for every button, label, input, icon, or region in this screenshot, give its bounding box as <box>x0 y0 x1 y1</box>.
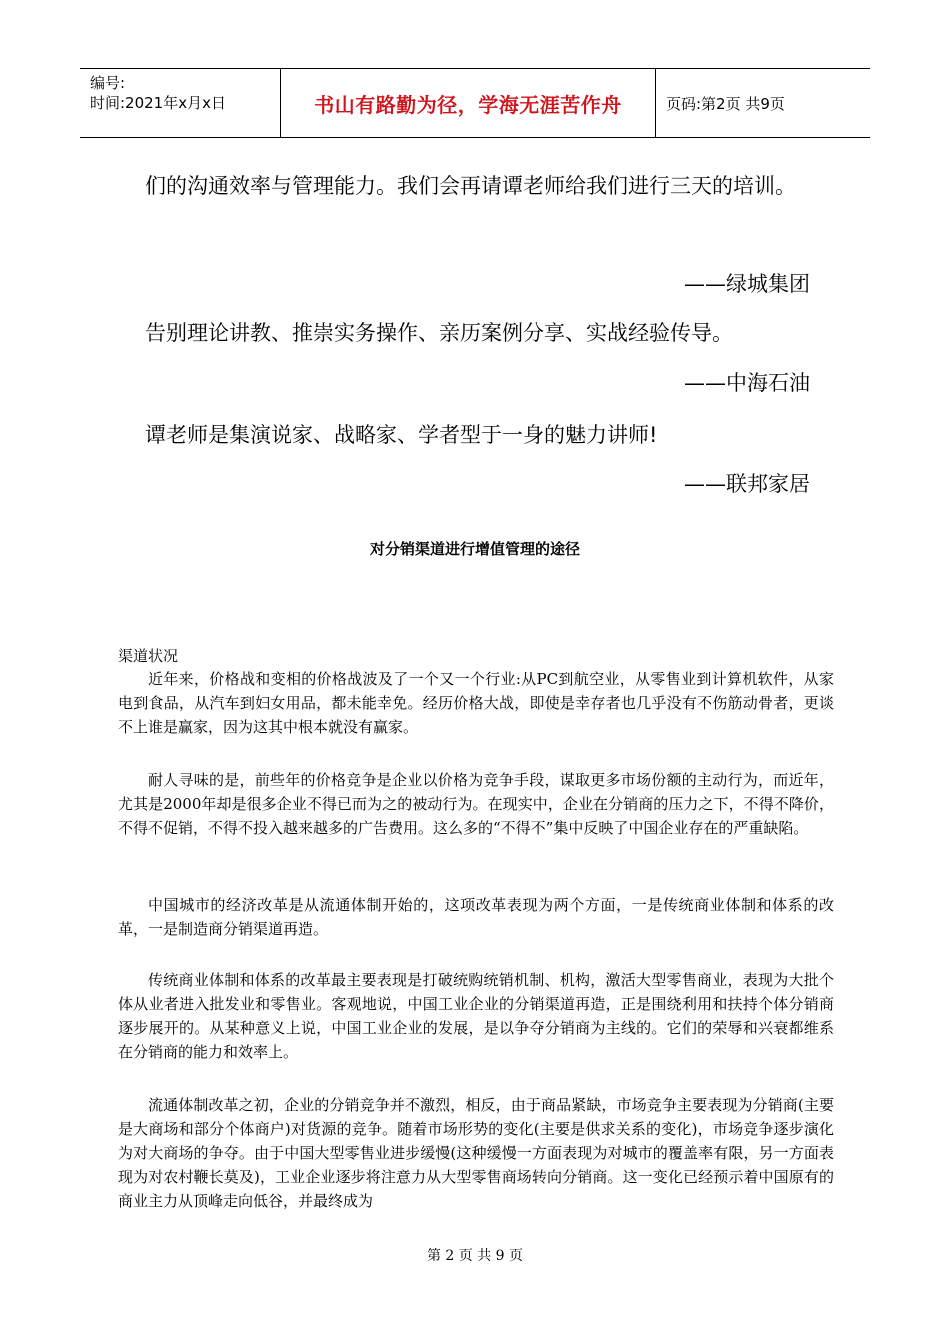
testimonial-source: ——联邦家居 <box>684 472 810 496</box>
testimonial-text: 谭老师是集演说家、战略家、学者型于一身的魅力讲师! <box>145 423 658 447</box>
testimonial-text: 们的沟通效率与管理能力。我们会再请谭老师给我们进行三天的培训。 <box>145 174 796 198</box>
document-time-label: 时间:2021年x月x日 <box>90 94 226 112</box>
page-footer: 第 2 页 共 9 页 <box>426 1248 524 1264</box>
testimonial-text: 告别理论讲教、推崇实务操作、亲历案例分享、实战经验传导。 <box>145 321 733 345</box>
article-paragraph: 近年来，价格战和变相的价格战波及了一个又一个行业:从PC到航空业，从零售业到计算机软件，从家电到食品，从汽车到妇女用品，都未能幸免。经历价格大战，即使是幸存者也几乎没有不伤筋动骨者，更谈不上谁是赢家，因为这其中根本就没有赢家。 <box>118 670 834 736</box>
header-motto: 书山有路勤为径，学海无涯苦作舟 <box>314 92 622 117</box>
article-paragraph: 中国城市的经济改革是从流通体制开始的，这项改革表现为两个方面，一是传统商业体制和体系的改革，一是制造商分销渠道再造。 <box>118 896 834 938</box>
article-title: 对分销渠道进行增值管理的途径 <box>369 540 580 558</box>
header-divider <box>655 69 656 137</box>
document-number-label: 编号: <box>90 74 126 92</box>
testimonial-source: ——绿城集团 <box>684 272 810 296</box>
article-paragraph: 耐人寻味的是，前些年的价格竞争是企业以价格为竞争手段，谋取更多市场份额的主动行为，而近年，尤其是2000年却是很多企业不得已而为之的被动行为。在现实中，企业在分销商的压力之下，不得不降价，不得不促销，不得不投入越来越多的广告费用。这么多的“不得不”集中反映了中国企业存在的严重缺陷。 <box>118 771 834 837</box>
article-paragraph: 传统商业体制和体系的改革最主要表现是打破统购统销机制、机构，激活大型零售商业，表现为大批个体从业者进入批发业和零售业。客观地说，中国工业企业的分销渠道再造，正是围绕利用和扶持个体分销商逐步展开的。从某种意义上说，中国工业企业的发展，是以争夺分销商为主线的。它们的荣辱和兴衰都维系在分销商的能力和效率上。 <box>118 971 834 1061</box>
header-page-info: 页码:第2页 共9页 <box>666 94 785 113</box>
article-paragraph: 流通体制改革之初，企业的分销竞争并不激烈，相反，由于商品紧缺，市场竞争主要表现为分销商(主要是大商场和部分个体商户)对货源的竞争。随着市场形势的变化(主要是供求关系的变化)，市场竞争逐步演化为对大商场的争夺。由于中国大型零售业进步缓慢(这种缓慢一方面表现为对城市的覆盖率有限，另一方面表现为对农村鞭长莫及)，工业企业逐步将注意力从大型零售商场转向分销商。这一变化已经预示着中国原有的商业主力从顶峰走向低谷，并最终成为 <box>118 1096 834 1210</box>
page-header <box>80 68 870 138</box>
header-meta <box>90 73 280 113</box>
section-heading: 渠道状况 <box>118 647 179 665</box>
testimonial-source: ——中海石油 <box>684 371 810 395</box>
